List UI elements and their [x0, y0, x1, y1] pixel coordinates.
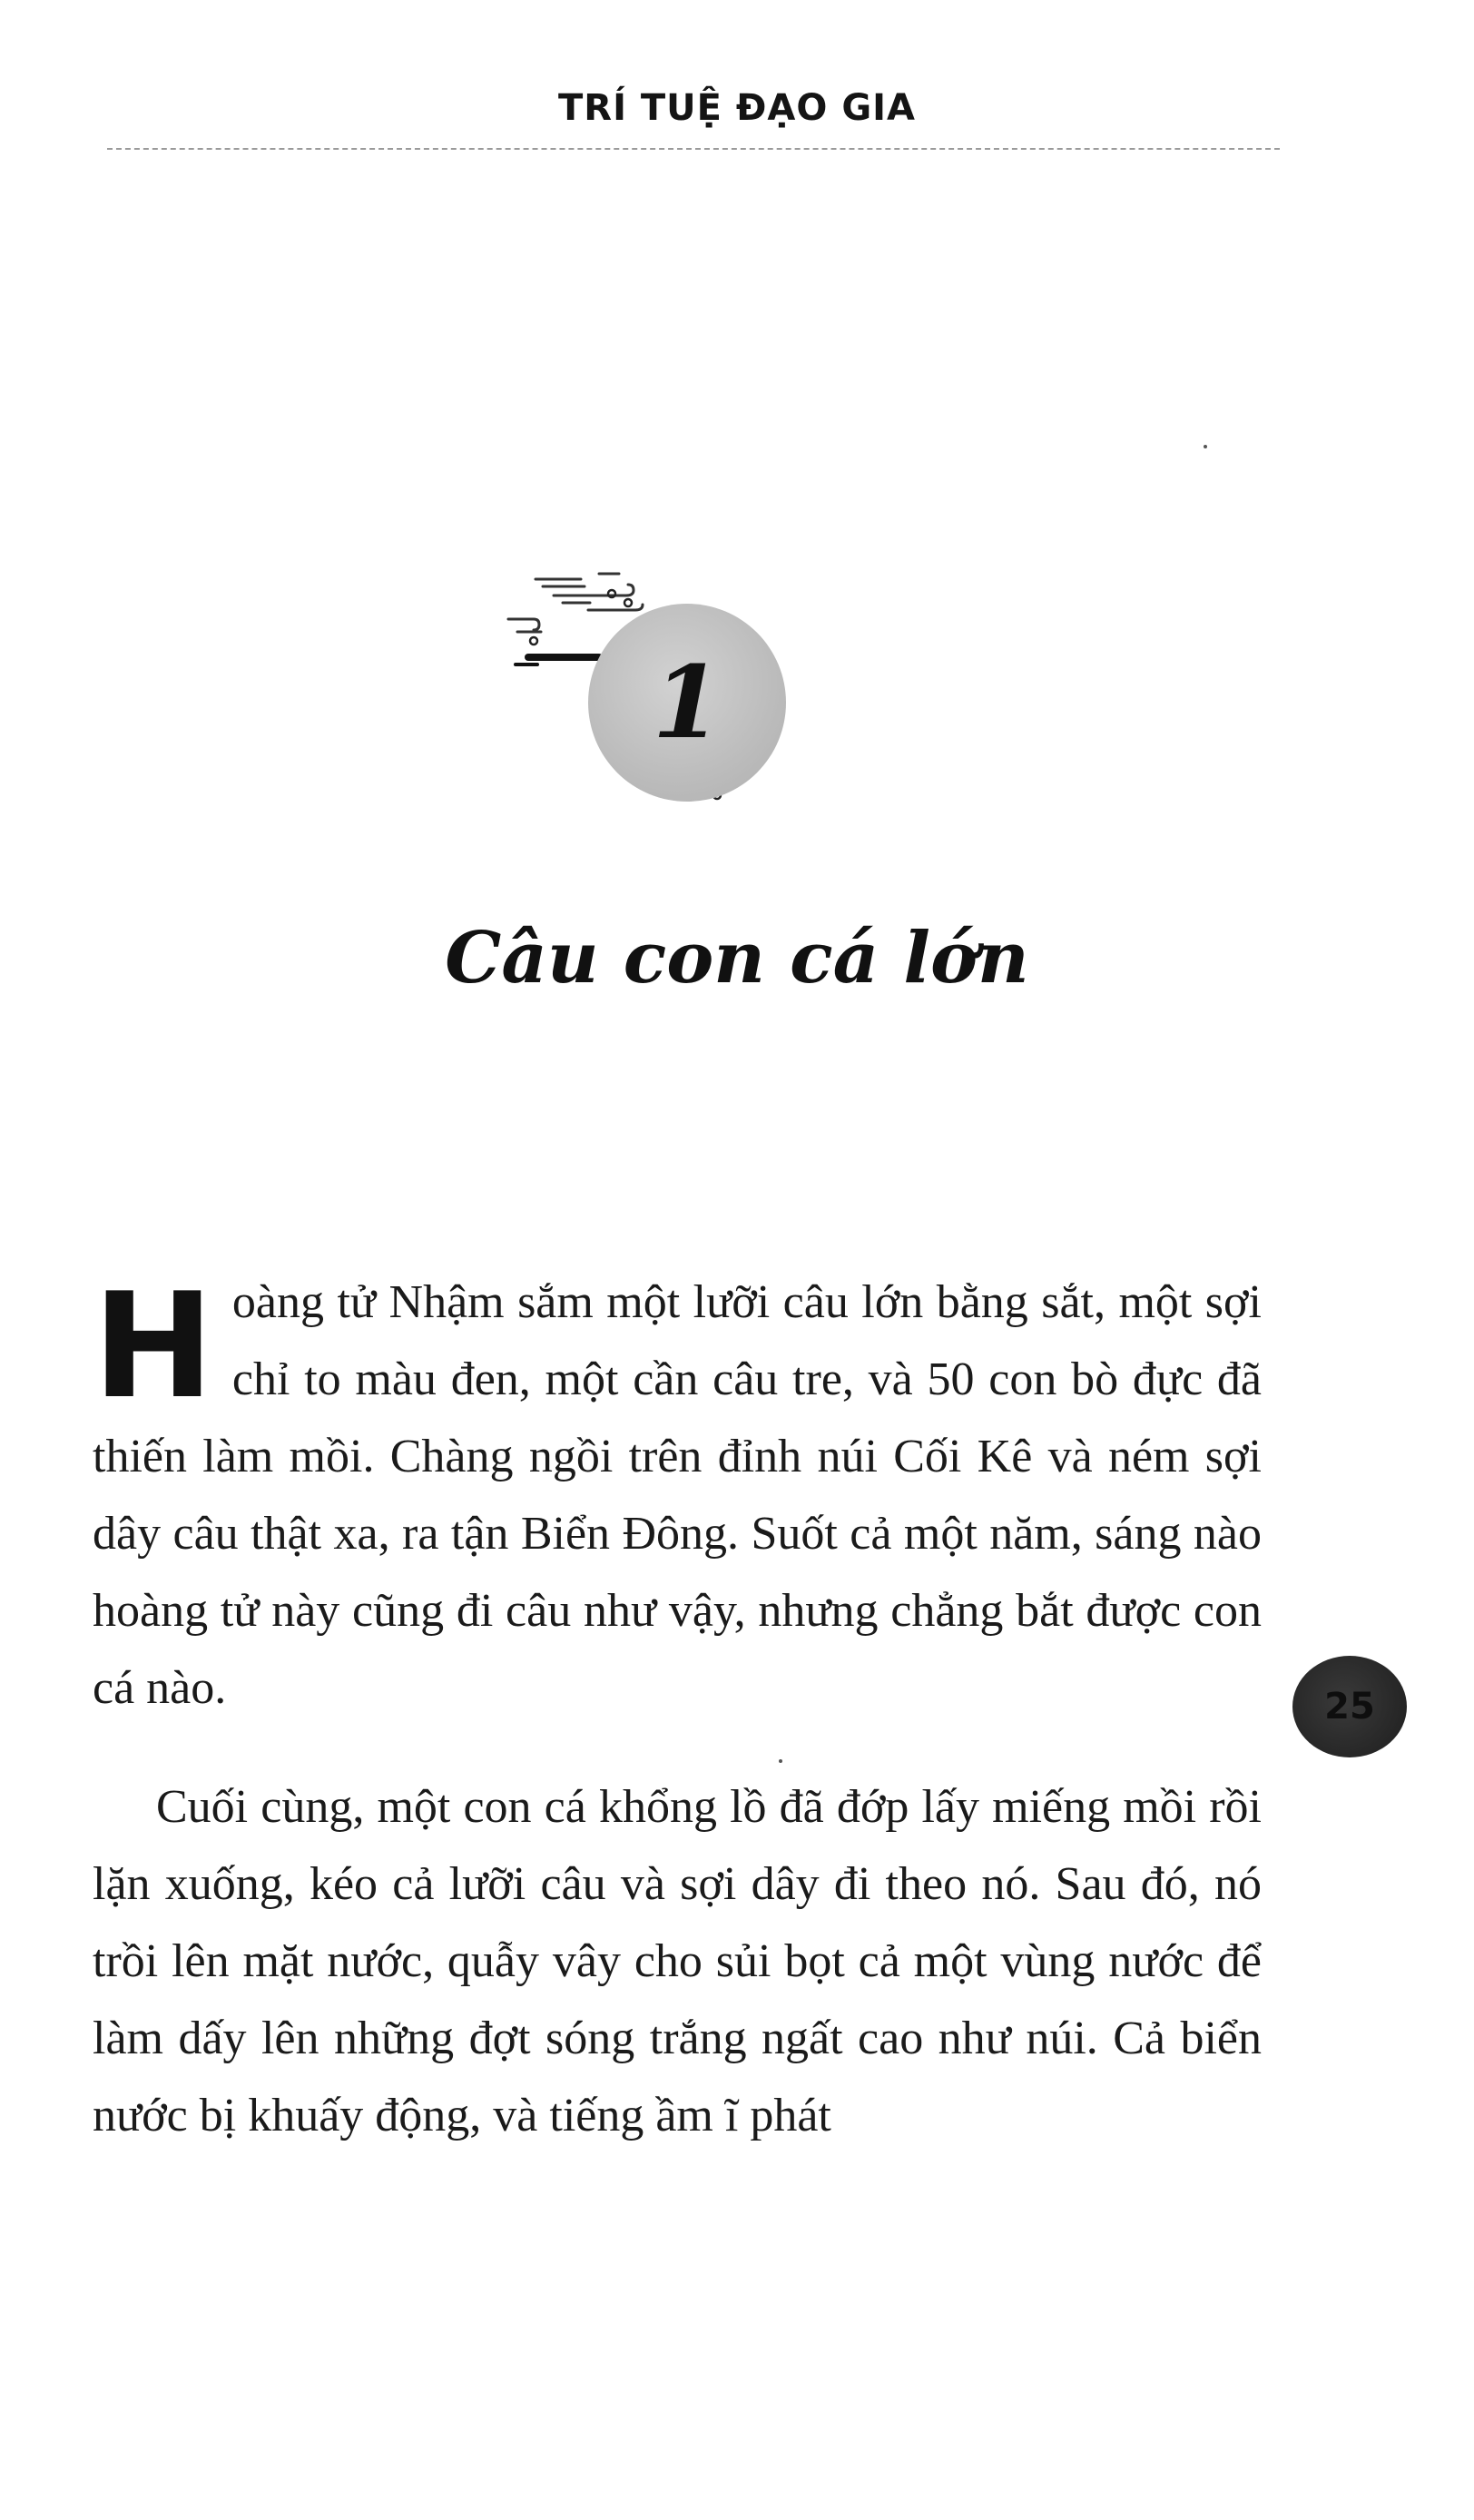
- chapter-emblem: [490, 563, 817, 817]
- header-divider: [107, 148, 1280, 150]
- speck-mark: [1204, 445, 1207, 448]
- paragraph-2: Cuối cùng, một con cá khổng lồ đã đớp lấy miếng mồi rồi lặn xuống, kéo cả lưỡi câu và sợi dây đi theo nó. Sau đó, nó trồi lên mặt nước, quẫy vây cho sủi bọt cả một vùng nước để làm dấy lên những đợt sóng trắng ngất cao như núi. Cả biển nước bị khuấy động, và tiếng ầm ĩ phát: [93, 1781, 1262, 2141]
- paragraph-1: [93, 1261, 1262, 1727]
- drop-cap: H: [93, 1261, 214, 1431]
- page-number-badge: 25: [1292, 1656, 1407, 1757]
- chapter-title: Câu con cá lớn: [445, 917, 1029, 999]
- speck-mark: [779, 1759, 782, 1763]
- running-head: TRÍ TUỆ ĐẠO GIA: [558, 87, 916, 129]
- chapter-number: 1: [652, 644, 722, 761]
- paragraph-1-text: oàng tử Nhậm sắm một lưỡi câu lớn bằng sắt, một sợi chỉ to màu đen, một cần câu tre, và 50 con bò đực đã thiến làm mồi. Chàng ngồi trên đỉnh núi Cối Kê và ném sợi dây câu thật xa, ra tận Biển Đông. Suốt cả một năm, sáng nào hoàng tử này cũng đi câu như vậy, nhưng chẳng bắt được con cá nào.: [93, 1276, 1262, 1714]
